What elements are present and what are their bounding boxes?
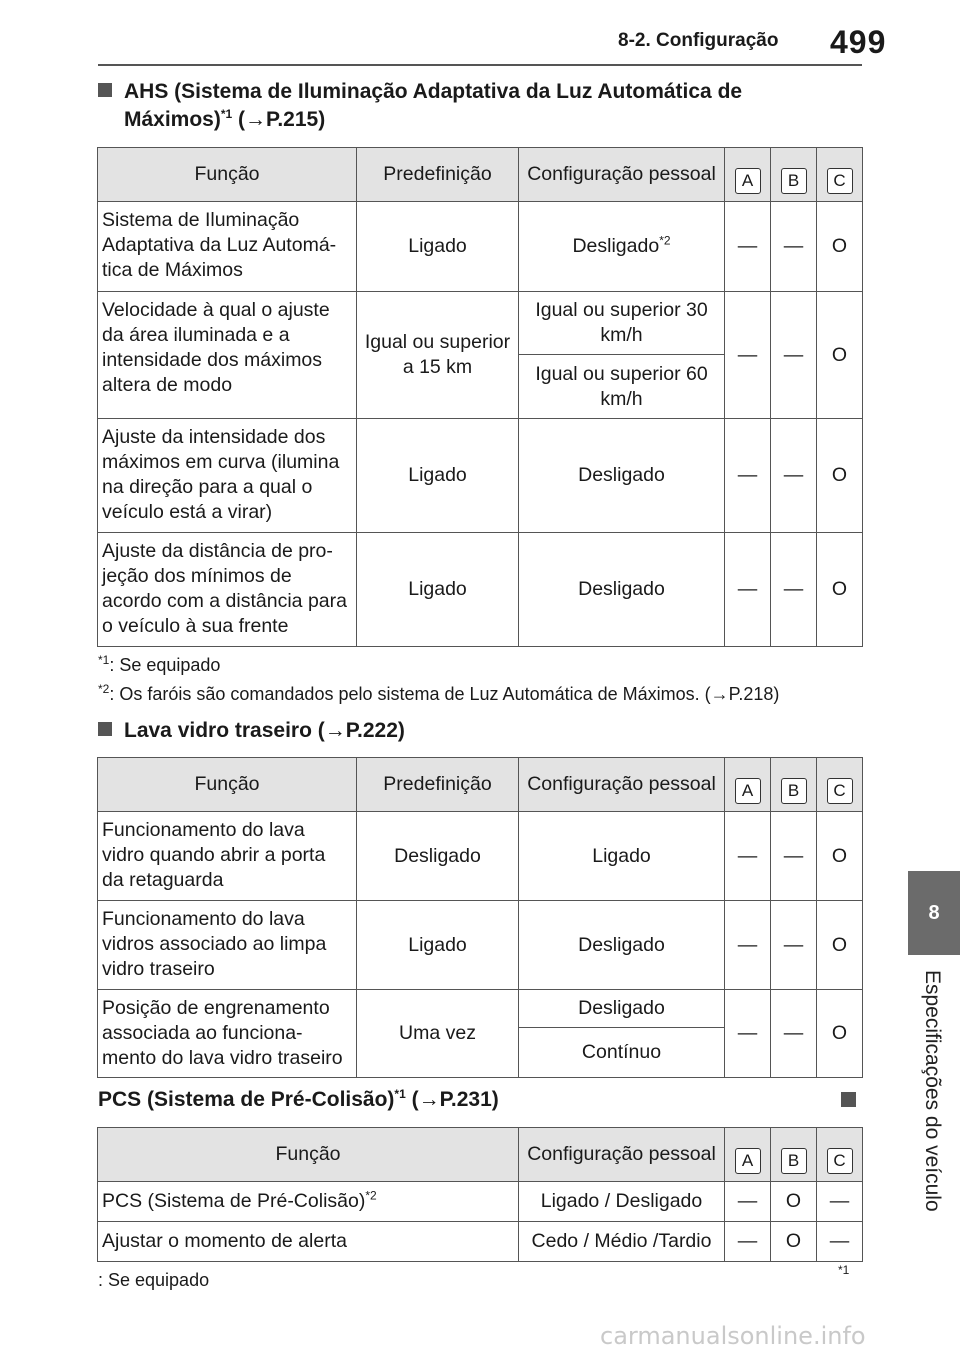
section-heading-pcs: PCS (Sistema de Pré-Colisão)$^{*1}$ (→P.231): [98, 1087, 499, 1111]
cell-c: O: [817, 419, 863, 533]
footnote-pcs: : Se equipado: [98, 1270, 210, 1290]
cell-a: —: [725, 292, 771, 419]
badge-a: A: [735, 1148, 761, 1174]
badge-c: C: [827, 778, 853, 804]
function-cell: Funcionamento do lava vidro quando abrir a porta da retaguarda: [98, 812, 357, 901]
footnote-1: $^{*1}$: Se equipado: [98, 653, 221, 675]
cell-b: O: [771, 1222, 817, 1262]
header-function: Função: [98, 758, 357, 812]
personal-cell: Desligado: [519, 901, 725, 990]
table-row: [98, 202, 863, 292]
section-heading-ahs: [98, 78, 858, 134]
header-function: Função: [98, 148, 357, 202]
footnote-pcs-mark: *1: [838, 1263, 850, 1277]
header-personal: Configuração pessoal: [519, 1128, 725, 1182]
chapter-tab: 8: [908, 871, 960, 955]
table-header-row: [98, 148, 863, 202]
cell-c: —: [817, 1182, 863, 1222]
cell-c: O: [817, 292, 863, 419]
cell-b: —: [771, 202, 817, 292]
personal-cell: Igual ou superior 30 km/h: [519, 292, 725, 355]
function-cell: Ajuste da intensidade dos máximos em curva (ilumina na direção para a qual o veículo está a virar): [98, 419, 357, 533]
cell-b: —: [771, 901, 817, 990]
watermark: carmanualsonline.info: [600, 1322, 866, 1350]
personal-cell: Desligado: [519, 990, 725, 1028]
header-default: Predefinição: [357, 148, 519, 202]
badge-c: C: [827, 1148, 853, 1174]
cell-a: —: [725, 812, 771, 901]
cell-a: —: [725, 1182, 771, 1222]
cell-c: O: [817, 533, 863, 647]
default-cell: Ligado: [357, 202, 519, 292]
bullet-icon: [98, 722, 112, 736]
table-row: [98, 812, 863, 901]
table-row: [98, 533, 863, 647]
page-number: 499: [830, 24, 887, 60]
table-row: [98, 990, 863, 1028]
badge-b: B: [781, 778, 807, 804]
default-cell: Ligado: [357, 419, 519, 533]
page-reference: (→P.215): [238, 108, 326, 131]
cell-a: —: [725, 202, 771, 292]
header-default: Predefinição: [357, 758, 519, 812]
cell-b: —: [771, 812, 817, 901]
badge-a: A: [735, 778, 761, 804]
chapter-label-text: Especificações do veículo: [921, 970, 944, 1212]
chapter-label: [906, 970, 958, 1230]
badge-a: A: [735, 168, 761, 194]
table-row: [98, 419, 863, 533]
personal-cell: Desligado: [519, 533, 725, 647]
personal-cell: Ligado: [519, 812, 725, 901]
table-header-row: [98, 758, 863, 812]
cell-a: —: [725, 901, 771, 990]
cell-c: O: [817, 990, 863, 1078]
table-row: [98, 1222, 863, 1262]
ahs-settings-table: [97, 147, 863, 647]
heading-ahs-line2: Máximos): [124, 108, 221, 131]
section-title: 8-2. Configuração: [618, 30, 779, 51]
function-cell: Sistema de Iluminação Adaptativa da Luz Automá-tica de Máximos: [98, 202, 357, 292]
default-cell: Desligado: [357, 812, 519, 901]
header-function: Função: [98, 1128, 519, 1182]
bullet-icon: [98, 83, 112, 97]
header-personal: Configuração pessoal: [519, 148, 725, 202]
table-row: [98, 1182, 863, 1222]
cell-b: —: [771, 533, 817, 647]
function-cell: Ajustar o momento de alerta: [98, 1222, 519, 1262]
table-row: [98, 292, 863, 355]
default-cell: Ligado: [357, 533, 519, 647]
cell-b: —: [771, 292, 817, 419]
badge-b: B: [781, 1148, 807, 1174]
function-cell: Ajuste da distância de pro-jeção dos mínimos de acordo com a distância para o veículo à sua frente: [98, 533, 357, 647]
function-cell: Posição de engrenamento associada ao funciona-mento do lava vidro traseiro: [98, 990, 357, 1078]
function-cell: Velocidade à qual o ajuste da área iluminada e a intensidade dos máximos altera de modo: [98, 292, 357, 419]
default-cell: Ligado: [357, 901, 519, 990]
function-cell: PCS (Sistema de Pré-Colisão)$^{*2}$: [98, 1182, 519, 1222]
badge-b: B: [781, 168, 807, 194]
section-end-icon: [841, 1092, 856, 1107]
default-cell: Uma vez: [357, 990, 519, 1078]
table-header-row: [98, 1128, 863, 1182]
cell-a: —: [725, 533, 771, 647]
cell-c: —: [817, 1222, 863, 1262]
cell-c: O: [817, 812, 863, 901]
personal-cell: Igual ou superior 60 km/h: [519, 355, 725, 419]
badge-c: C: [827, 168, 853, 194]
section-heading-washer: Lava vidro traseiro (→P.222): [98, 717, 405, 745]
function-cell: Funcionamento do lava vidros associado ao limpa vidro traseiro: [98, 901, 357, 990]
pcs-settings-table: [97, 1127, 863, 1262]
cell-b: O: [771, 1182, 817, 1222]
cell-a: —: [725, 419, 771, 533]
personal-cell: Ligado / Desligado: [519, 1182, 725, 1222]
table-row: [98, 901, 863, 990]
personal-cell: Desligado: [519, 419, 725, 533]
cell-a: —: [725, 1222, 771, 1262]
header-personal: Configuração pessoal: [519, 758, 725, 812]
heading-ahs-line1: AHS (Sistema de Iluminação Adaptativa da Luz Automática de: [124, 80, 743, 103]
personal-cell: Desligado$^{*2}$: [519, 202, 725, 292]
cell-b: —: [771, 419, 817, 533]
rear-washer-table: [97, 757, 863, 1078]
personal-cell: Contínuo: [519, 1028, 725, 1078]
default-cell: Igual ou superior a 15 km: [357, 292, 519, 419]
cell-a: —: [725, 990, 771, 1078]
footnote-mark: *1: [220, 107, 233, 121]
cell-b: —: [771, 990, 817, 1078]
cell-c: O: [817, 901, 863, 990]
header-divider: [98, 64, 862, 66]
cell-c: O: [817, 202, 863, 292]
footnote-2: $^{*2}$: Os faróis são comandados pelo sistema de Luz Automática de Máximos. (→P.218): [98, 682, 780, 704]
personal-cell: Cedo / Médio /Tardio: [519, 1222, 725, 1262]
